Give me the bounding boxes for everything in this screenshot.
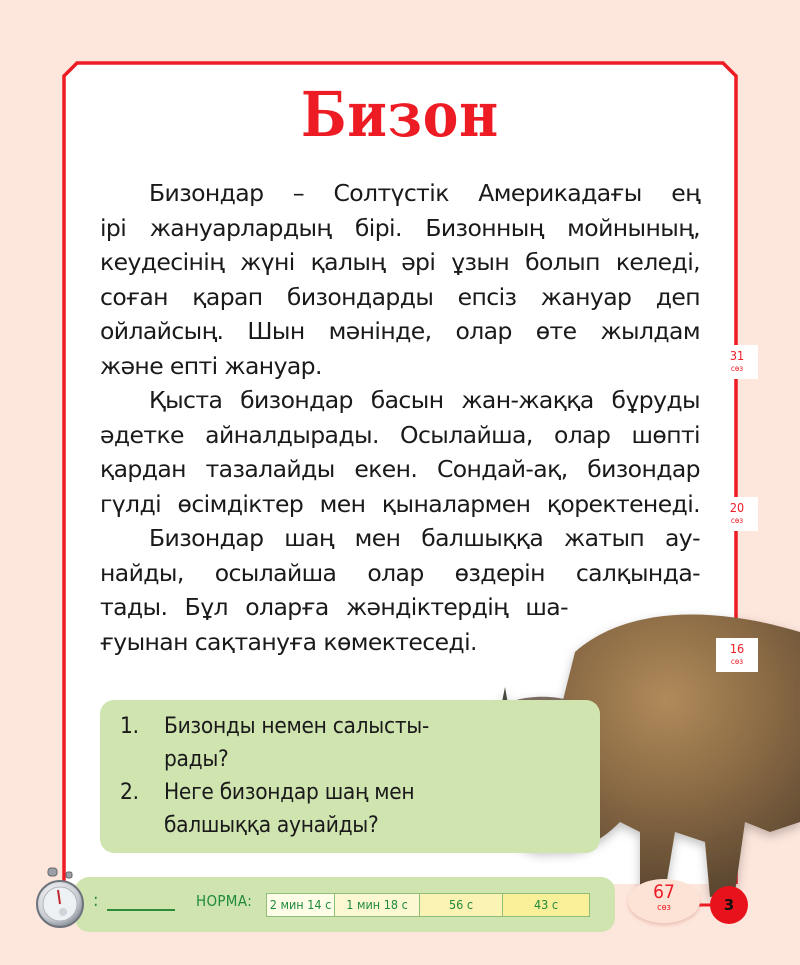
question-text: рады? bbox=[164, 746, 229, 772]
word-count: 20 bbox=[729, 500, 745, 515]
paragraph-2 bbox=[100, 383, 700, 521]
norma-time-4: 43 с bbox=[503, 894, 589, 916]
norma-label: НОРМА: bbox=[196, 892, 253, 910]
stopwatch-icon bbox=[36, 866, 98, 932]
question-1 bbox=[120, 710, 464, 776]
page-title: Бизон bbox=[300, 78, 500, 151]
text-line: кеудесінің жүні қалың әрі ұзын болып келеді, bbox=[100, 248, 700, 276]
text-line: тады. Бұл оларға жәндіктердің ша- bbox=[100, 593, 568, 621]
word-counter-2 bbox=[716, 497, 758, 531]
question-text: Неге бизондар шаң мен bbox=[164, 779, 415, 805]
text-line: ғуынан сақтануға көмектеседі. bbox=[100, 627, 477, 656]
text-line: әдетке айналдырады. Осылайша, олар шөпті bbox=[100, 420, 700, 449]
word-count: 31 bbox=[729, 348, 745, 363]
word-counter-3 bbox=[716, 638, 758, 672]
total-word-unit: сөз bbox=[657, 903, 671, 913]
question-number: 2. bbox=[120, 779, 139, 805]
paragraph-1 bbox=[100, 176, 700, 383]
word-unit: сөз bbox=[730, 363, 744, 373]
reading-text bbox=[100, 176, 700, 659]
question-text: балшыққа аунайды? bbox=[164, 812, 379, 838]
time-entry-blank[interactable] bbox=[107, 909, 175, 911]
text-line: Қыста бизондар басын жан-жаққа бұруды bbox=[149, 386, 700, 414]
time-colon: : bbox=[93, 890, 99, 911]
total-words-badge bbox=[628, 879, 700, 923]
questions-panel bbox=[100, 700, 600, 853]
question-text: Бизонды немен салысты- bbox=[164, 713, 429, 739]
text-line: найды, осылайша олар өздерін салқында- bbox=[100, 558, 700, 587]
question-2 bbox=[120, 776, 464, 842]
word-unit: сөз bbox=[730, 656, 744, 666]
text-line: Бизондар – Солтүстік Америкадағы ең bbox=[149, 179, 700, 207]
page-number: 3 bbox=[710, 886, 748, 924]
norma-time-1: 2 мин 14 с bbox=[267, 894, 335, 916]
total-word-count: 67 bbox=[653, 881, 675, 903]
word-counter-1 bbox=[716, 345, 758, 379]
text-line: соған қарап бизондарды епсіз жануар деп bbox=[100, 282, 700, 311]
text-line: Бизондар шаң мен балшыққа жатып ау- bbox=[149, 524, 700, 552]
word-unit: сөз bbox=[730, 515, 744, 525]
text-line: ойлайсың. Шын мәнінде, олар өте жылдам bbox=[100, 317, 700, 345]
question-number: 1. bbox=[120, 713, 139, 739]
norma-time-3: 56 с bbox=[420, 894, 503, 916]
word-count: 16 bbox=[729, 641, 745, 656]
norma-table bbox=[266, 893, 590, 917]
text-line: және епті жануар. bbox=[100, 351, 322, 380]
norma-time-2: 1 мин 18 с bbox=[335, 894, 420, 916]
text-line: қардан тазалайды екен. Сондай-ақ, бизондар bbox=[100, 455, 700, 483]
text-line: ірі жануарлардың бірі. Бизонның мойнының, bbox=[100, 213, 700, 242]
text-line: гүлді өсімдіктер мен қыналармен қоректенеді. bbox=[100, 489, 700, 518]
